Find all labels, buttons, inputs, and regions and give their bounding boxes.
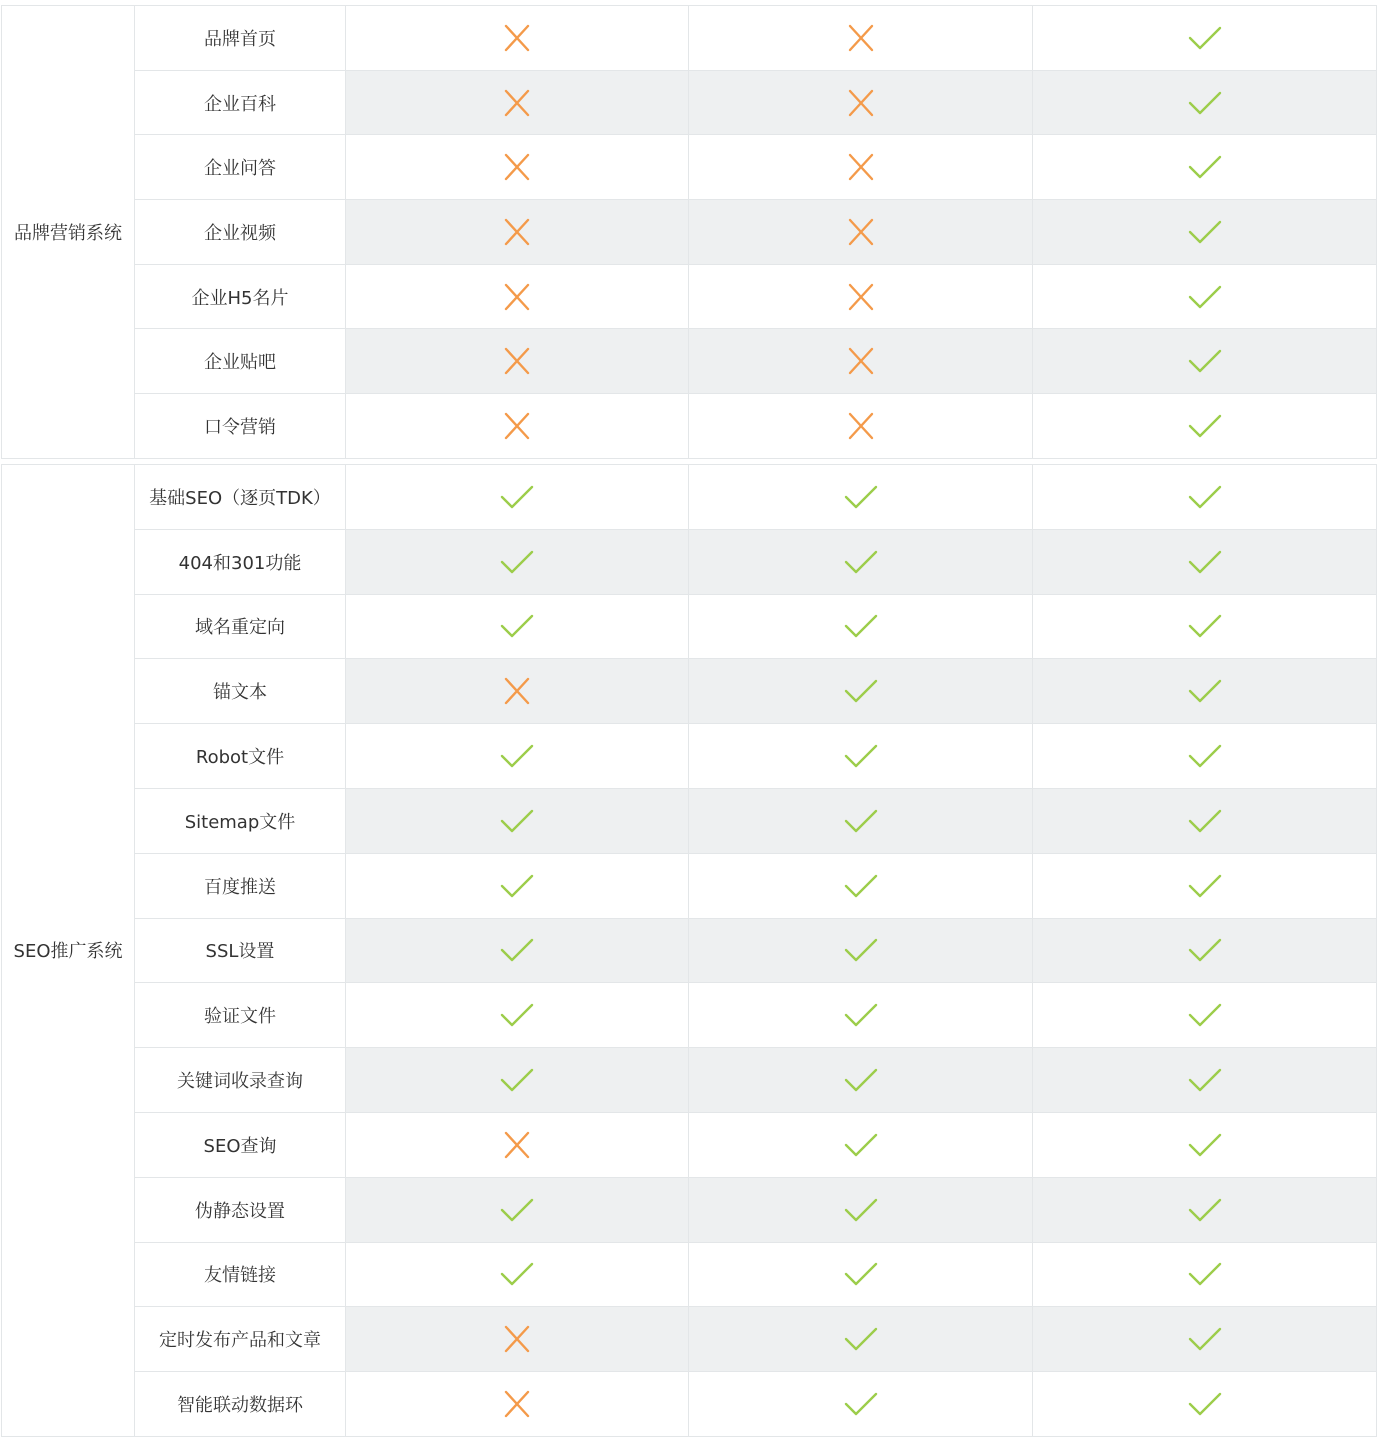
unsupported-cell <box>689 6 1033 71</box>
supported-cell <box>689 529 1033 594</box>
supported-cell <box>1033 70 1377 135</box>
table-row <box>2 1372 1377 1437</box>
check-icon <box>500 1260 534 1288</box>
unsupported-cell <box>346 6 689 71</box>
supported-cell <box>1033 1048 1377 1113</box>
table-row <box>2 200 1377 265</box>
unsupported-cell <box>689 329 1033 394</box>
table-row <box>2 135 1377 200</box>
supported-cell <box>1033 135 1377 200</box>
check-icon <box>1188 283 1222 311</box>
cross-icon <box>500 24 534 52</box>
unsupported-cell <box>689 135 1033 200</box>
check-icon <box>844 1066 878 1094</box>
check-icon <box>1188 218 1222 246</box>
check-icon <box>500 807 534 835</box>
feature-name: SEO查询 <box>135 1112 346 1177</box>
supported-cell <box>1033 983 1377 1048</box>
group-label: SEO推广系统 <box>2 465 135 1437</box>
group-label: 品牌营销系统 <box>2 6 135 459</box>
check-icon <box>1188 612 1222 640</box>
feature-name: 404和301功能 <box>135 529 346 594</box>
cross-icon <box>844 24 878 52</box>
supported-cell <box>1033 394 1377 459</box>
table-row <box>2 1177 1377 1242</box>
supported-cell <box>346 724 689 789</box>
feature-name: 企业贴吧 <box>135 329 346 394</box>
cross-icon <box>844 89 878 117</box>
supported-cell <box>1033 529 1377 594</box>
cross-icon <box>844 153 878 181</box>
table-row <box>2 594 1377 659</box>
unsupported-cell <box>346 200 689 265</box>
unsupported-cell <box>346 659 689 724</box>
cross-icon <box>844 283 878 311</box>
check-icon <box>844 1196 878 1224</box>
feature-name: 域名重定向 <box>135 594 346 659</box>
supported-cell <box>689 918 1033 983</box>
check-icon <box>1188 936 1222 964</box>
check-icon <box>844 483 878 511</box>
supported-cell <box>689 1242 1033 1307</box>
supported-cell <box>689 1307 1033 1372</box>
feature-name: 智能联动数据环 <box>135 1372 346 1437</box>
cross-icon <box>500 347 534 375</box>
supported-cell <box>346 853 689 918</box>
check-icon <box>1188 24 1222 52</box>
table-row <box>2 465 1377 530</box>
table-row <box>2 918 1377 983</box>
check-icon <box>1188 347 1222 375</box>
cross-icon <box>500 1325 534 1353</box>
supported-cell <box>1033 1307 1377 1372</box>
feature-name: 关键词收录查询 <box>135 1048 346 1113</box>
feature-name: 品牌首页 <box>135 6 346 71</box>
unsupported-cell <box>346 70 689 135</box>
feature-name: 伪静态设置 <box>135 1177 346 1242</box>
supported-cell <box>346 465 689 530</box>
supported-cell <box>689 983 1033 1048</box>
supported-cell <box>1033 329 1377 394</box>
section-table <box>1 464 1377 1437</box>
unsupported-cell <box>346 394 689 459</box>
table-row <box>2 264 1377 329</box>
supported-cell <box>346 1048 689 1113</box>
check-icon <box>1188 1131 1222 1159</box>
supported-cell <box>1033 1372 1377 1437</box>
check-icon <box>844 1001 878 1029</box>
feature-name: 口令营销 <box>135 394 346 459</box>
supported-cell <box>1033 853 1377 918</box>
check-icon <box>844 872 878 900</box>
supported-cell <box>1033 465 1377 530</box>
check-icon <box>1188 1066 1222 1094</box>
supported-cell <box>1033 918 1377 983</box>
table-row <box>2 724 1377 789</box>
feature-name: 企业H5名片 <box>135 264 346 329</box>
cross-icon <box>500 677 534 705</box>
feature-name: SSL设置 <box>135 918 346 983</box>
supported-cell <box>346 1242 689 1307</box>
supported-cell <box>1033 200 1377 265</box>
cross-icon <box>500 1131 534 1159</box>
check-icon <box>844 1131 878 1159</box>
supported-cell <box>689 1372 1033 1437</box>
check-icon <box>1188 677 1222 705</box>
supported-cell <box>1033 724 1377 789</box>
table-row <box>2 1048 1377 1113</box>
cross-icon <box>500 283 534 311</box>
feature-name: 企业百科 <box>135 70 346 135</box>
table-row <box>2 6 1377 71</box>
check-icon <box>844 612 878 640</box>
check-icon <box>500 612 534 640</box>
check-icon <box>1188 1325 1222 1353</box>
unsupported-cell <box>346 329 689 394</box>
table-row <box>2 394 1377 459</box>
check-icon <box>844 1260 878 1288</box>
feature-name: 锚文本 <box>135 659 346 724</box>
check-icon <box>1188 807 1222 835</box>
cross-icon <box>844 412 878 440</box>
supported-cell <box>1033 1242 1377 1307</box>
table-row <box>2 1307 1377 1372</box>
feature-name: 企业问答 <box>135 135 346 200</box>
supported-cell <box>346 788 689 853</box>
check-icon <box>500 872 534 900</box>
supported-cell <box>689 1112 1033 1177</box>
supported-cell <box>689 1048 1033 1113</box>
unsupported-cell <box>689 200 1033 265</box>
supported-cell <box>1033 1112 1377 1177</box>
section-table <box>1 5 1377 459</box>
check-icon <box>500 548 534 576</box>
unsupported-cell <box>689 70 1033 135</box>
supported-cell <box>346 983 689 1048</box>
supported-cell <box>1033 264 1377 329</box>
check-icon <box>1188 1196 1222 1224</box>
check-icon <box>1188 412 1222 440</box>
unsupported-cell <box>346 1112 689 1177</box>
check-icon <box>844 742 878 770</box>
table-row <box>2 70 1377 135</box>
cross-icon <box>844 218 878 246</box>
check-icon <box>1188 872 1222 900</box>
cross-icon <box>844 347 878 375</box>
check-icon <box>844 1390 878 1418</box>
check-icon <box>1188 742 1222 770</box>
table-row <box>2 853 1377 918</box>
unsupported-cell <box>346 264 689 329</box>
check-icon <box>1188 89 1222 117</box>
table-row <box>2 1112 1377 1177</box>
supported-cell <box>346 1177 689 1242</box>
unsupported-cell <box>346 1372 689 1437</box>
supported-cell <box>689 788 1033 853</box>
feature-name: 企业视频 <box>135 200 346 265</box>
check-icon <box>1188 1260 1222 1288</box>
check-icon <box>500 1001 534 1029</box>
supported-cell <box>346 594 689 659</box>
supported-cell <box>1033 6 1377 71</box>
supported-cell <box>689 659 1033 724</box>
cross-icon <box>500 1390 534 1418</box>
check-icon <box>500 1196 534 1224</box>
supported-cell <box>689 853 1033 918</box>
check-icon <box>844 1325 878 1353</box>
check-icon <box>844 936 878 964</box>
feature-name: Sitemap文件 <box>135 788 346 853</box>
check-icon <box>500 483 534 511</box>
unsupported-cell <box>689 264 1033 329</box>
check-icon <box>1188 483 1222 511</box>
table-row <box>2 659 1377 724</box>
feature-name: 基础SEO（逐页TDK） <box>135 465 346 530</box>
table-row <box>2 788 1377 853</box>
supported-cell <box>689 1177 1033 1242</box>
check-icon <box>1188 1001 1222 1029</box>
supported-cell <box>689 724 1033 789</box>
table-row <box>2 983 1377 1048</box>
check-icon <box>844 548 878 576</box>
supported-cell <box>1033 1177 1377 1242</box>
supported-cell <box>346 529 689 594</box>
check-icon <box>500 1066 534 1094</box>
unsupported-cell <box>689 394 1033 459</box>
supported-cell <box>689 465 1033 530</box>
check-icon <box>844 807 878 835</box>
supported-cell <box>689 594 1033 659</box>
feature-name: 百度推送 <box>135 853 346 918</box>
supported-cell <box>1033 594 1377 659</box>
cross-icon <box>500 89 534 117</box>
supported-cell <box>1033 659 1377 724</box>
supported-cell <box>346 918 689 983</box>
table-row <box>2 529 1377 594</box>
check-icon <box>1188 153 1222 181</box>
check-icon <box>500 742 534 770</box>
feature-name: 友情链接 <box>135 1242 346 1307</box>
unsupported-cell <box>346 135 689 200</box>
check-icon <box>500 936 534 964</box>
table-row <box>2 1242 1377 1307</box>
feature-name: 定时发布产品和文章 <box>135 1307 346 1372</box>
cross-icon <box>500 218 534 246</box>
check-icon <box>1188 1390 1222 1418</box>
table-row <box>2 329 1377 394</box>
cross-icon <box>500 153 534 181</box>
supported-cell <box>1033 788 1377 853</box>
feature-name: 验证文件 <box>135 983 346 1048</box>
unsupported-cell <box>346 1307 689 1372</box>
check-icon <box>844 677 878 705</box>
feature-name: Robot文件 <box>135 724 346 789</box>
cross-icon <box>500 412 534 440</box>
check-icon <box>1188 548 1222 576</box>
